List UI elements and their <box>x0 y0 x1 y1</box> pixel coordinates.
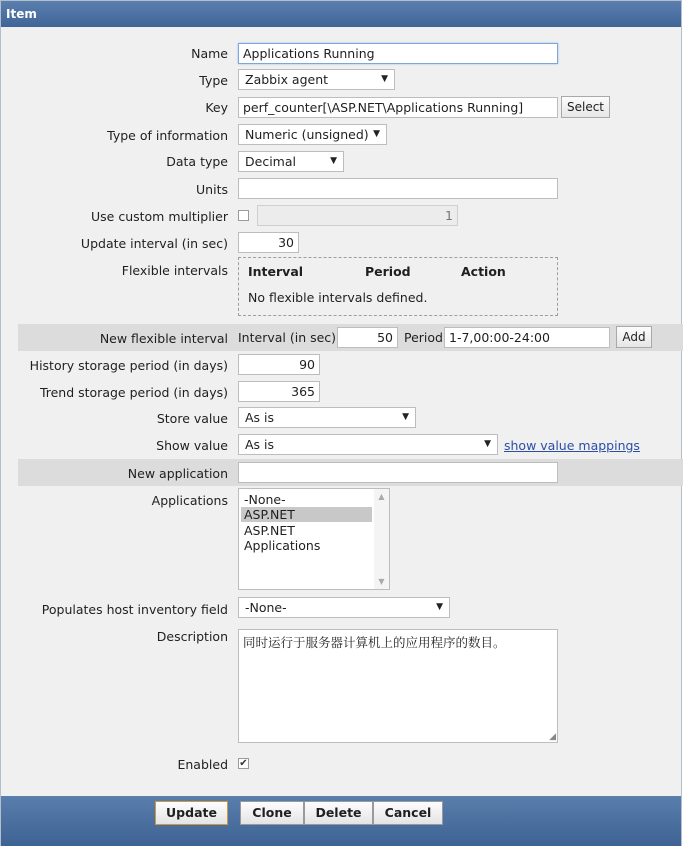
type-dropdown-arrow-icon: ▼ <box>381 74 388 84</box>
flex-col-period: Period <box>365 264 411 279</box>
key-label: Key <box>205 100 228 115</box>
description-text: 同时运行于服务器计算机上的应用程序的数目。 <box>243 635 506 650</box>
interval-sec-label: Interval (in sec) <box>238 330 337 345</box>
clone-button[interactable]: Clone <box>240 801 304 825</box>
update-interval-input[interactable]: 30 <box>238 232 299 253</box>
form-title: Item <box>6 7 37 21</box>
history-label: History storage period (in days) <box>29 358 228 373</box>
cancel-button[interactable]: Cancel <box>373 801 443 825</box>
update-interval-label: Update interval (in sec) <box>80 236 228 251</box>
data-type-label: Data type <box>166 154 228 169</box>
type-label: Type <box>199 73 228 88</box>
scroll-up-icon[interactable]: ▲ <box>378 492 385 501</box>
flex-col-interval: Interval <box>248 264 304 279</box>
show-value-label: Show value <box>156 438 228 453</box>
period-label: Period <box>404 330 443 345</box>
name-label: Name <box>191 46 228 61</box>
application-option-aspnet[interactable]: ASP.NET <box>241 507 372 522</box>
scroll-down-icon[interactable]: ▼ <box>378 577 385 586</box>
inventory-label: Populates host inventory field <box>41 602 228 617</box>
store-value-select[interactable] <box>238 407 416 428</box>
description-label: Description <box>156 629 228 644</box>
type-of-information-select[interactable] <box>238 124 387 145</box>
new-application-input[interactable] <box>238 462 558 483</box>
new-interval-input[interactable]: 50 <box>337 327 398 348</box>
data-type-select[interactable] <box>238 151 344 172</box>
application-option-aspnet-applications[interactable]: ASP.NET Applications <box>244 523 321 553</box>
type-select[interactable] <box>238 69 395 90</box>
flex-empty-text: No flexible intervals defined. <box>248 290 428 305</box>
units-input[interactable] <box>238 178 558 199</box>
application-option-none[interactable]: -None- <box>244 492 286 507</box>
form-footer <box>1 796 681 846</box>
show-value-mappings-link[interactable]: show value mappings <box>504 438 640 453</box>
type-of-information-arrow-icon: ▼ <box>373 129 380 139</box>
applications-label: Applications <box>151 493 228 508</box>
type-of-information-label: Type of information <box>107 128 228 143</box>
add-interval-button[interactable]: Add <box>616 326 652 348</box>
period-input[interactable]: 1-7,00:00-24:00 <box>444 327 610 348</box>
type-select-value: Zabbix agent <box>245 72 329 87</box>
resize-grip-icon[interactable]: ◢ <box>549 732 556 742</box>
checkmark-icon: ✔ <box>239 758 248 769</box>
inventory-select[interactable] <box>238 597 450 618</box>
data-type-value: Decimal <box>245 154 296 169</box>
store-value-value: As is <box>245 410 275 425</box>
new-application-label: New application <box>127 466 228 481</box>
applications-scrollbar[interactable] <box>374 489 389 589</box>
key-select-button[interactable]: Select <box>561 96 610 118</box>
flexible-intervals-table <box>238 257 558 316</box>
history-input[interactable]: 90 <box>238 354 320 375</box>
custom-multiplier-input[interactable]: 1 <box>257 205 458 226</box>
custom-multiplier-label: Use custom multiplier <box>91 209 228 224</box>
description-textarea[interactable] <box>238 629 558 743</box>
applications-listbox[interactable] <box>238 488 390 590</box>
enabled-checkbox[interactable] <box>238 758 249 769</box>
update-button[interactable]: Update <box>155 801 228 825</box>
inventory-arrow-icon: ▼ <box>436 602 443 612</box>
show-value-arrow-icon: ▼ <box>484 439 491 449</box>
show-value-value: As is <box>245 437 275 452</box>
show-value-select[interactable] <box>238 434 498 455</box>
name-input[interactable]: Applications Running <box>238 43 558 64</box>
store-value-arrow-icon: ▼ <box>402 412 409 422</box>
inventory-value: -None- <box>245 600 287 615</box>
type-of-information-value: Numeric (unsigned) <box>245 127 369 142</box>
flex-col-action: Action <box>461 264 506 279</box>
key-input[interactable]: perf_counter[\ASP.NET\Applications Running] <box>238 97 558 118</box>
flexible-intervals-label: Flexible intervals <box>121 263 228 278</box>
enabled-label: Enabled <box>177 757 228 772</box>
form-header <box>1 1 681 27</box>
trend-input[interactable]: 365 <box>238 381 320 402</box>
delete-button[interactable]: Delete <box>304 801 373 825</box>
units-label: Units <box>196 182 228 197</box>
trend-label: Trend storage period (in days) <box>39 385 228 400</box>
new-flexible-interval-label: New flexible interval <box>99 331 228 346</box>
custom-multiplier-checkbox[interactable] <box>238 210 249 221</box>
store-value-label: Store value <box>156 411 228 426</box>
data-type-arrow-icon: ▼ <box>330 156 337 166</box>
